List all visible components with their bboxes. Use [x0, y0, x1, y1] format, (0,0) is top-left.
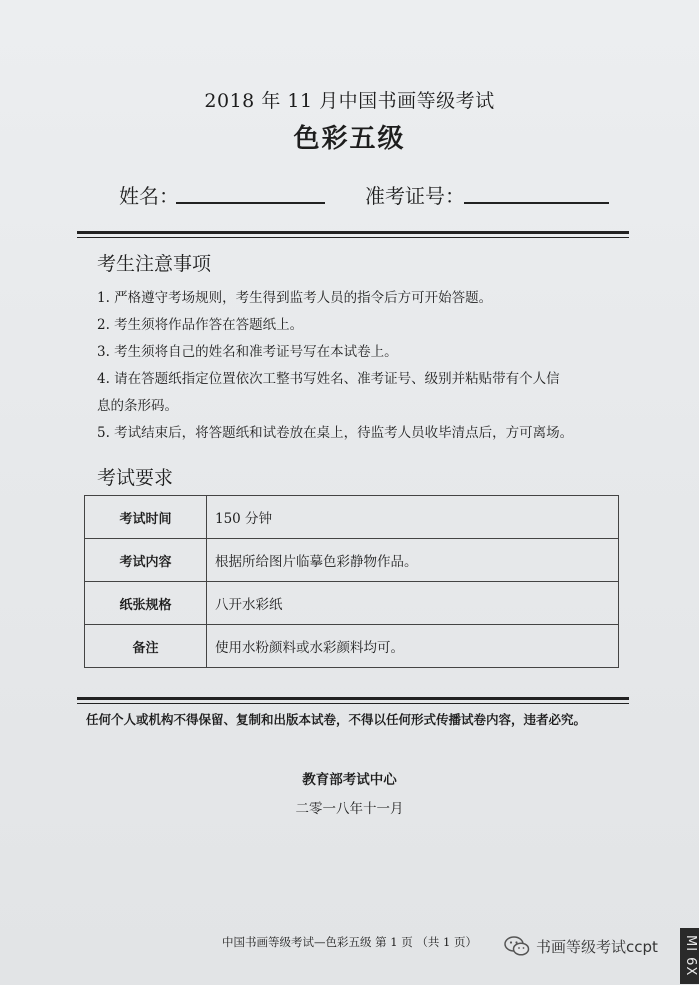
exam-id-label: 准考证号： — [365, 184, 465, 208]
notices-heading: 考生注意事项 — [97, 253, 212, 275]
row-key: 备注 — [85, 625, 207, 668]
table-row — [85, 496, 619, 539]
notice-item-continued: 息的条形码。 — [97, 398, 178, 414]
exam-subject: 色彩五级 — [293, 124, 406, 154]
notice-item: 5. 考试结束后，将答题纸和试卷放在桌上，待监考人员收毕清点后，方可离场。 — [97, 425, 574, 441]
row-value: 八开水彩纸 — [207, 582, 619, 625]
row-value: 150 分钟 — [207, 496, 619, 539]
exam-title: 2018 年 11 月中国书画等级考试 — [204, 90, 495, 112]
page-footer: 中国书画等级考试—色彩五级 第 1 页 （共 1 页） — [221, 935, 478, 949]
row-key: 考试时间 — [85, 496, 207, 539]
bottom-divider — [77, 697, 629, 704]
table-row — [85, 582, 619, 625]
top-divider — [77, 231, 629, 238]
notice-item: 3. 考生须将自己的姓名和准考证号写在本试卷上。 — [97, 344, 398, 360]
notice-item: 2. 考生须将作品作答在答题纸上。 — [97, 317, 304, 333]
notice-item: 1. 严格遵守考场规则，考生得到监考人员的指令后方可开始答题。 — [97, 290, 493, 306]
requirements-table — [84, 495, 619, 668]
name-label: 姓名： — [119, 184, 179, 208]
requirements-heading: 考试要求 — [97, 467, 174, 489]
issuer: 教育部考试中心 — [302, 772, 397, 788]
name-blank-line — [176, 202, 325, 204]
camera-watermark: MI 6X — [680, 928, 699, 984]
exam-id-blank-line — [464, 202, 609, 204]
copyright-notice: 任何个人或机构不得保留、复制和出版本试卷，不得以任何形式传播试卷内容，违者必究。 — [86, 712, 587, 727]
wechat-watermark — [503, 935, 658, 957]
watermark-text: 书画等级考试ccpt — [536, 937, 658, 956]
table-row — [85, 625, 619, 668]
wechat-icon — [503, 935, 531, 957]
issue-date: 二零一八年十一月 — [295, 801, 404, 817]
row-key: 考试内容 — [85, 539, 207, 582]
row-value: 使用水粉颜料或水彩颜料均可。 — [207, 625, 619, 668]
table-row — [85, 539, 619, 582]
row-key: 纸张规格 — [85, 582, 207, 625]
row-value: 根据所给图片临摹色彩静物作品。 — [207, 539, 619, 582]
notice-item: 4. 请在答题纸指定位置依次工整书写姓名、准考证号、级别并粘贴带有个人信 — [97, 371, 560, 387]
